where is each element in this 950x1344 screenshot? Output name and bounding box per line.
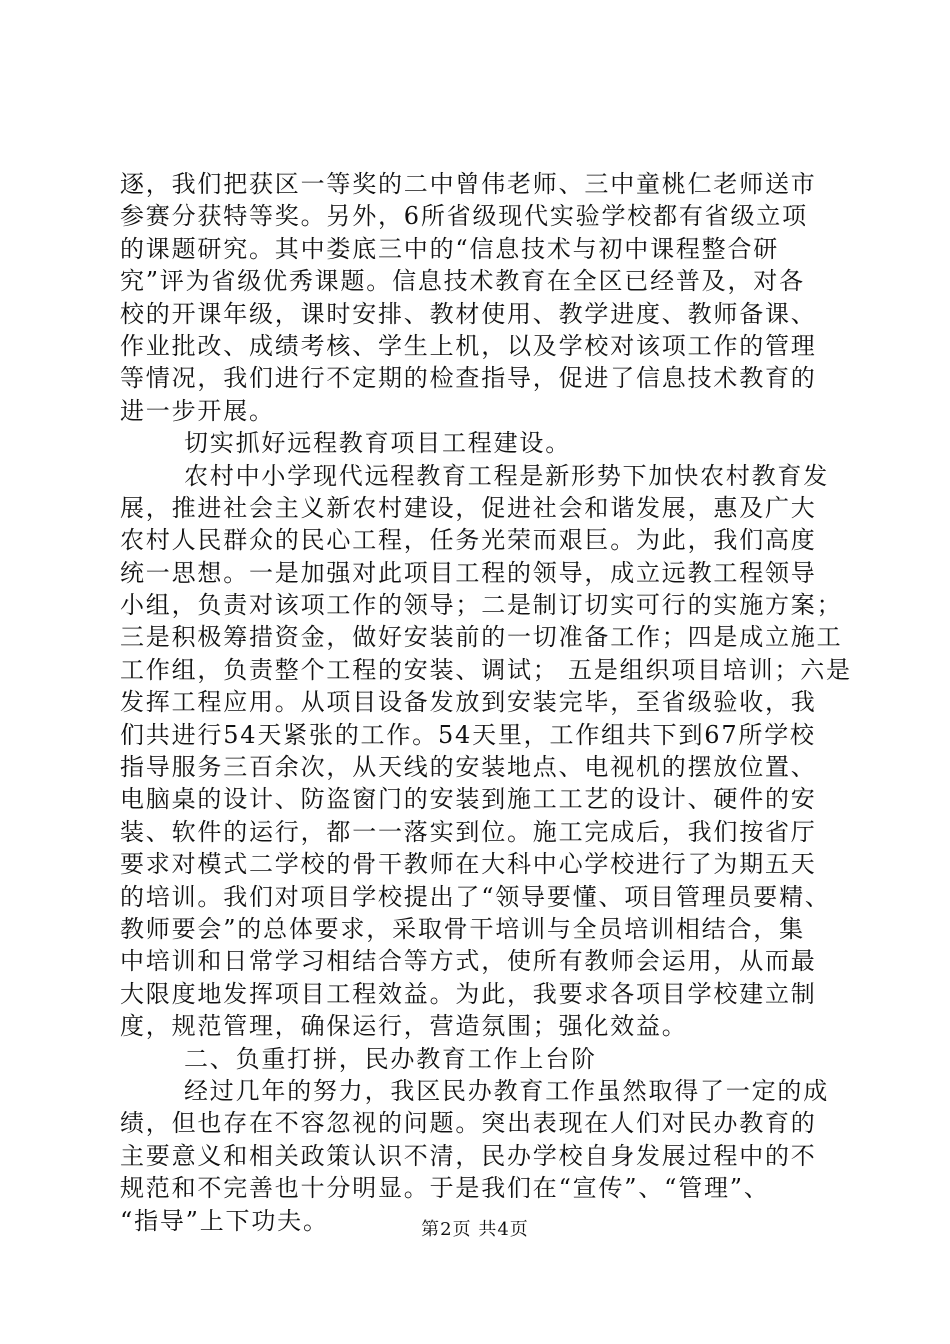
- text-line: 规范和不完善也十分明显。于是我们在“宣传”、“管理”、: [120, 1174, 770, 1203]
- text-line: 进一步开展。: [120, 396, 275, 425]
- text-line: 参赛分获特等奖。另外，6所省级现代实验学校都有省级立项: [120, 202, 808, 231]
- text-line: 指导服务三百余次，从天线的安装地点、电视机的摆放位置、: [120, 753, 817, 782]
- text-line: 等情况，我们进行不定期的检查指导，促进了信息技术教育的: [120, 364, 817, 393]
- text-line: 展，推进社会主义新农村建设，促进社会和谐发展，惠及广大: [120, 493, 817, 522]
- text-line: 教师要会”的总体要求，采取骨干培训与全员培训相结合，集: [120, 914, 805, 943]
- text-line: 装、软件的运行，都一一落实到位。施工完成后，我们按省厅: [120, 817, 817, 846]
- text-line: 农村中小学现代远程教育工程是新形势下加快农村教育发: [184, 461, 829, 490]
- text-line: 经过几年的努力，我区民办教育工作虽然取得了一定的成: [184, 1076, 829, 1105]
- text-line: 究”评为省级优秀课题。信息技术教育在全区已经普及，对各: [120, 267, 805, 296]
- text-line: 大限度地发挥项目工程效益。为此，我要求各项目学校建立制: [120, 979, 817, 1008]
- text-line: 的培训。我们对项目学校提出了“领导要懂、项目管理员要精、: [120, 882, 831, 911]
- text-line: 作业批改、成绩考核、学生上机，以及学校对该项工作的管理: [120, 331, 817, 360]
- text-line: 逐，我们把获区一等奖的二中曾伟老师、三中童桃仁老师送市: [120, 170, 817, 198]
- document-body: [120, 168, 852, 1237]
- text-line: 绩，但也存在不容忽视的问题。突出表现在人们对民办教育的: [120, 1109, 817, 1138]
- text-line: 电脑桌的设计、防盗窗门的安装到施工工艺的设计、硬件的安: [120, 785, 817, 814]
- text-line: 三是积极筹措资金，做好安装前的一切准备工作；四是成立施工: [120, 623, 843, 652]
- text-line: “指导”上下功夫。: [120, 1206, 329, 1235]
- text-line: 小组，负责对该项工作的领导；二是制订切实可行的实施方案；: [120, 591, 843, 620]
- text-line: 主要意义和相关政策认识不清，民办学校自身发展过程中的不: [120, 1141, 817, 1170]
- text-line: 们共进行54天紧张的工作。54天里，工作组共下到67所学校: [120, 720, 816, 749]
- text-line: 工作组，负责整个工程的安装、调试； 五是组织项目培训；六是: [120, 655, 852, 684]
- section-heading: 切实抓好远程教育项目工程建设。: [184, 429, 571, 458]
- text-line: 农村人民群众的民心工程，任务光荣而艰巨。为此，我们高度: [120, 526, 817, 555]
- text-line: 中培训和日常学习相结合等方式，使所有教师会运用，从而最: [120, 947, 817, 976]
- text-line: 校的开课年级，课时安排、教材使用、教学进度、教师备课、: [120, 299, 817, 328]
- text-line: 要求对模式二学校的骨干教师在大科中心学校进行了为期五天: [120, 850, 817, 879]
- text-line: 度，规范管理，确保运行，营造氛围；强化效益。: [120, 1012, 688, 1041]
- page-number-footer: 第2页 共4页: [421, 1219, 529, 1240]
- text-line: 的课题研究。其中娄底三中的“信息技术与初中课程整合研: [120, 234, 780, 263]
- section-heading: 二、负重打拼，民办教育工作上台阶: [184, 1044, 597, 1073]
- text-line: 统一思想。一是加强对此项目工程的领导，成立远教工程领导: [120, 558, 817, 587]
- text-line: 发挥工程应用。从项目设备发放到安装完毕，至省级验收，我: [120, 688, 817, 717]
